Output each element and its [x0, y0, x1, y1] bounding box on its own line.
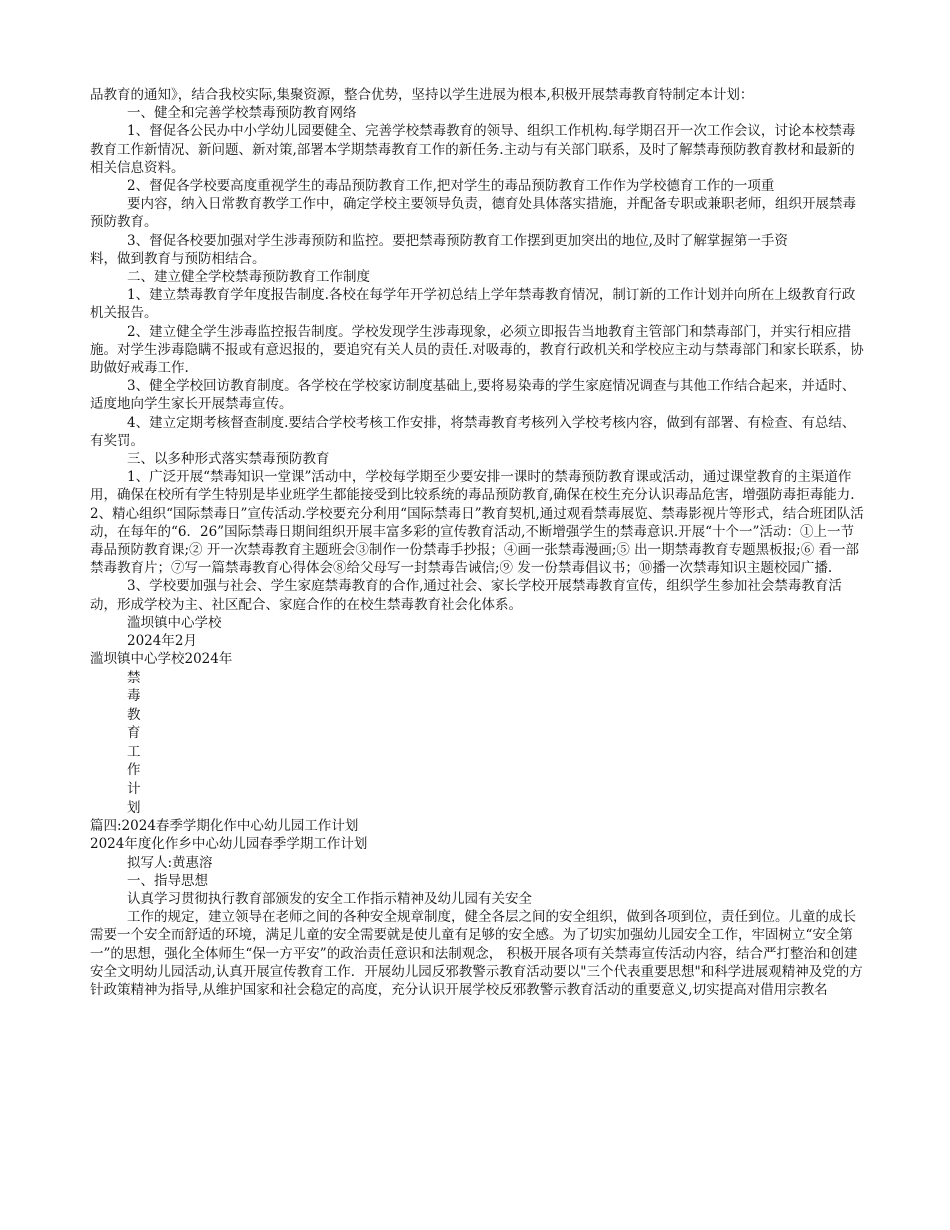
- paragraph: 二、建立健全学校禁毒预防教育工作制度: [127, 269, 370, 286]
- paragraph: 1、督促各公民办中小学幼儿园要健全、完善学校禁毒教育的领导、组织工作机构.每学期召开一次工作会议，讨论本校禁毒教育工作新情况、新问题、新对策,部署本学期禁毒教育工作的新任务.主动与有关部门联系，及时了解禁毒预防教育教材和最新的相关信息资料。: [90, 123, 856, 176]
- paragraph: 一、健全和完善学校禁毒预防教育网络: [127, 105, 357, 122]
- paragraph: 1、广泛开展“禁毒知识一堂课”活动中，学校每学期至少要安排一课时的禁毒预防教育课或活动，通过课堂教育的主渠道作用，确保在校所有学生特别是毕业班学生都能接受到比较系统的毒品预防教育,确保在校生充分认识毒品危害，增强防毒拒毒能力.: [90, 469, 855, 504]
- vertical-title-char: 毒: [127, 688, 141, 705]
- paragraph: 2、建立健全学生涉毒监控报告制度。学校发现学生涉毒现象，必须立即报告当地教育主管部门和禁毒部门，并实行相应措施。对学生涉毒隐瞒不报或有意迟报的，要追究有关人员的责任.对吸毒的，教育行政机关和学校应主动与禁毒部门和家长联系，协助做好戒毒工作.: [90, 323, 864, 377]
- paragraph: 3、督促各校要加强对学生涉毒预防和监控。要把禁毒预防教育工作摆到更加突出的地位,及时了解掌握第一手资: [127, 232, 788, 249]
- paragraph: 工作的规定，建立领导在老师之间的各种安全规章制度，健全各层之间的安全组织，做到各项到位，责任到位。儿童的成长需要一个安全而舒适的环境，满足儿童的安全需要就是使儿童有足够的安全感。为了切实加强幼儿园安全工作，牢固树立“安全第一”的思想，强化全体师生“保一方平安”的政治责任意识和法制观念， 积极开展各项有关禁毒宣传活动内容，结合严打整治和创建安全文明幼儿园活动,认真开展宣传教育工作．开展幼儿园反邪教警示教育活动要以"三个代表重要思想"和科学进展观精神及党的方针政策精神为指导,从维护国家和社会稳定的高度，充分认识开展学校反邪教警示教育活动的重要意义,切实提高对借用宗教名: [90, 909, 863, 999]
- vertical-title-char: 计: [127, 781, 141, 798]
- vertical-title-char: 作: [127, 762, 141, 779]
- paragraph: 要内容，纳入日常教育教学工作中，确定学校主要领导负责，德育处具体落实措施，并配备专职或兼职老师，组织开展禁毒预防教育。: [90, 196, 856, 231]
- paragraph: 滥坝镇中心学校: [127, 614, 222, 631]
- paragraph: 料，做到教育与预防相结合。: [90, 250, 266, 267]
- paragraph: 篇四:2024春季学期化作中心幼儿园工作计划: [90, 818, 359, 835]
- paragraph: 1、建立禁毒教育学年度报告制度.各校在每学年开学初总结上学年禁毒教育情况，制订新的工作计划并向所在上级教育行政机关报告。: [90, 287, 856, 322]
- paragraph: 认真学习贯彻执行教育部颁发的安全工作指示精神及幼儿园有关安全: [127, 891, 532, 908]
- paragraph: 一、指导思想: [127, 872, 208, 889]
- vertical-title-char: 禁: [127, 669, 141, 686]
- vertical-title-char: 教: [127, 706, 141, 723]
- vertical-title-char: 划: [127, 799, 141, 816]
- paragraph: 3、健全学校回访教育制度。各学校在学校家访制度基础上,要将易染毒的学生家庭情况调查与其他工作结合起来，并适时、适度地向学生家长开展禁毒宣传。: [90, 378, 856, 413]
- paragraph: 2024年度化作乡中心幼儿园春季学期工作计划: [90, 836, 368, 853]
- paragraph: 滥坝镇中心学校2024年: [90, 651, 233, 668]
- paragraph: 4、建立定期考核督查制度.要结合学校考核工作安排，将禁毒教育考核列入学校考核内容，做到有部署、有检查、有总结、有奖罚。: [90, 414, 856, 449]
- paragraph: 品教育的通知》，结合我校实际,集聚资源，整合优势，坚持以学生进展为根本,积极开展禁毒教育特制定本计划：: [90, 87, 754, 103]
- paragraph: 3、学校要加强与社会、学生家庭禁毒教育的合作,通过社会、家长学校开展禁毒教育宣传，组织学生参加社会禁毒教育活动，形成学校为主、社区配合、家庭合作的在校生禁毒教育社会化体系。: [90, 578, 842, 613]
- vertical-title-char: 育: [127, 725, 141, 742]
- paragraph: 2024年2月: [127, 633, 197, 650]
- paragraph: 三、以多种形式落实禁毒预防教育: [127, 451, 330, 468]
- document-body: [90, 86, 865, 999]
- paragraph: 拟写人:黄惠溶: [127, 854, 213, 871]
- vertical-title-char: 工: [127, 743, 141, 760]
- paragraph: 2、精心组织“国际禁毒日”宣传活动.学校要充分利用“国际禁毒日”教育契机,通过观看禁毒展览、禁毒影视片等形式，结合班团队活动，在每年的“6．26”国际禁毒日期间组织开展丰富多彩的宣传教育活动,不断增强学生的禁毒意识.开展“十个一”活动：①上一节毒品预防教育课;② 开一次禁毒教育主题班会③制作一份禁毒手抄报；④画一张禁毒漫画;⑤ 出一期禁毒教育专题黑板报;⑥ 看一部禁毒教育片；⑦写一篇禁毒教育心得体会⑧给父母写一封禁毒告诫信;⑨ 发一份禁毒倡议书；⑩播一次禁毒知识主题校园广播.: [90, 505, 864, 577]
- paragraph: 2、督促各学校要高度重视学生的毒品预防教育工作,把对学生的毒品预防教育工作作为学校德育工作的一项重: [127, 178, 775, 195]
